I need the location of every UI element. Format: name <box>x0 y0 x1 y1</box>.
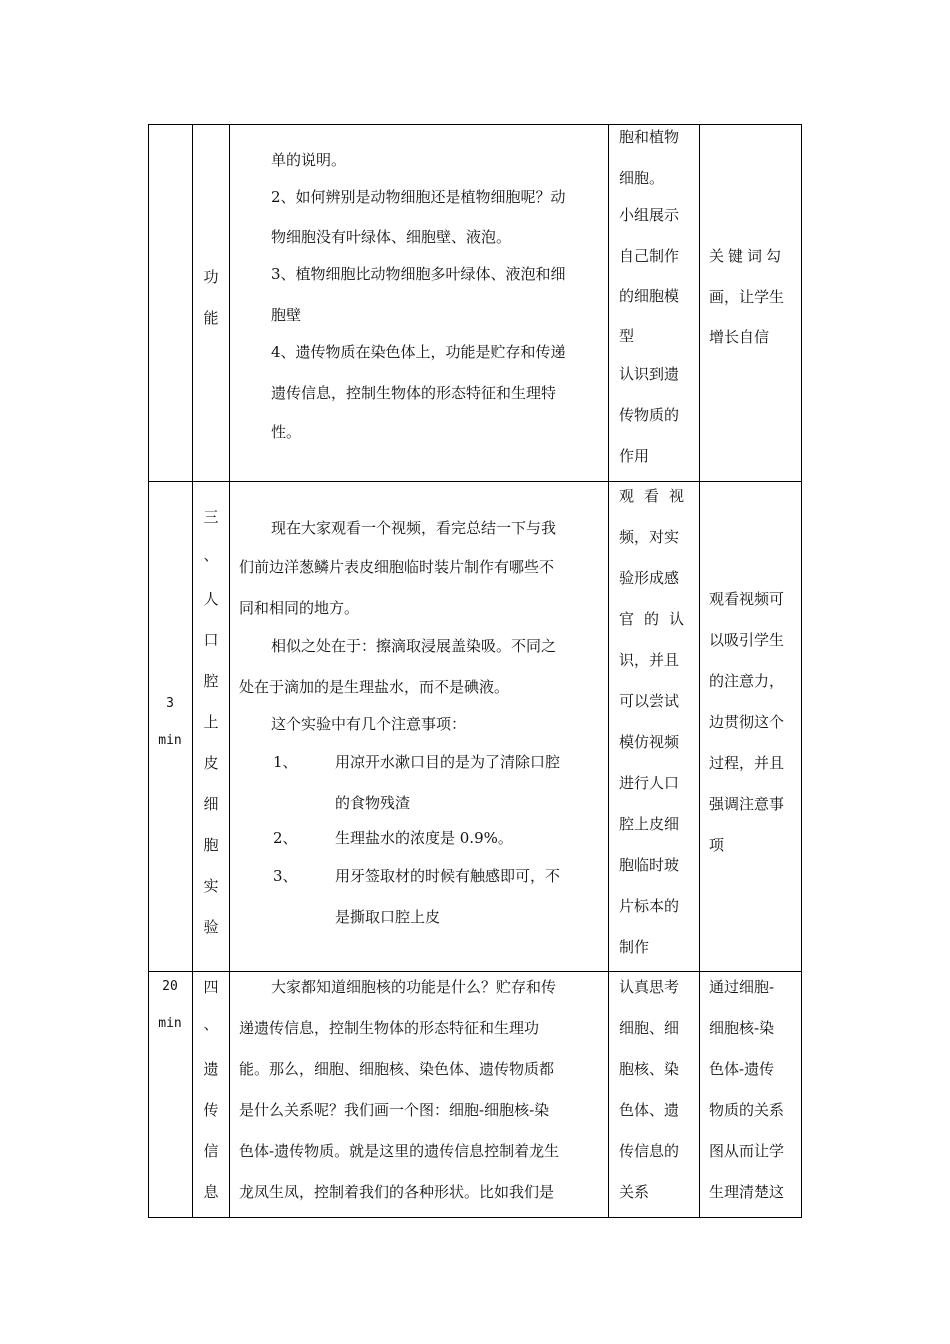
content-line: 3、植物细胞比动物细胞多叶绿体、液泡和细 <box>271 265 566 283</box>
section-title-char: 信 <box>203 1142 219 1160</box>
section-title-char: 功 <box>203 268 219 286</box>
note-text: 生理盐水的浓度是 0.9%。 <box>335 829 513 847</box>
student-activity-line: 小组展示 <box>619 206 680 224</box>
design-intent-line: 通过细胞- <box>709 978 775 996</box>
row-divider <box>148 971 802 972</box>
content-line: 性。 <box>271 423 302 441</box>
column-divider <box>192 124 193 1218</box>
column-divider <box>608 124 609 1218</box>
design-intent-line: 物质的关系 <box>709 1101 785 1119</box>
section-title-char: 能 <box>203 309 219 327</box>
student-activity-line: 认真思考 <box>619 978 680 996</box>
section-title-char: 实 <box>203 877 219 895</box>
student-activity-line: 模仿视频 <box>619 733 680 751</box>
student-activity-line: 识，并且 <box>619 651 680 669</box>
student-activity-line: 片标本的 <box>619 897 680 915</box>
content-line: 色体-遗传物质。就是这里的遗传信息控制着龙生 <box>239 1142 560 1160</box>
note-number: 3、 <box>273 867 298 885</box>
student-activity-line: 传信息的 <box>619 1142 680 1160</box>
content-line: 这个实验中有几个注意事项： <box>271 715 467 733</box>
section-title-char: 、 <box>203 546 219 564</box>
design-intent-line: 的注意力， <box>709 672 785 690</box>
design-intent-line: 过程，并且 <box>709 754 785 772</box>
design-intent-line: 强调注意事 <box>709 795 785 813</box>
design-intent-line: 色体-遗传 <box>709 1060 775 1078</box>
section-title-char: 胞 <box>203 836 219 854</box>
section-title-char: 验 <box>203 918 219 936</box>
section-title-char: 皮 <box>203 754 219 772</box>
content-line: 们前边洋葱鳞片表皮细胞临时装片制作有哪些不 <box>239 558 555 576</box>
section-title-char: 四 <box>203 978 219 996</box>
design-intent-line: 画，让学生 <box>709 288 785 306</box>
student-activity-line: 作用 <box>619 447 650 465</box>
design-intent-line: 项 <box>709 836 725 854</box>
column-divider <box>229 124 230 1218</box>
design-intent-line: 观看视频可 <box>709 590 785 608</box>
student-activity-line: 可以尝试 <box>619 692 680 710</box>
lesson-plan-table <box>148 124 802 1218</box>
column-divider <box>699 124 700 1218</box>
student-activity-line: 细胞。 <box>619 169 665 187</box>
content-line: 处在于滴加的是生理盐水，而不是碘液。 <box>239 678 510 696</box>
student-activity-line: 胞和植物 <box>619 128 680 146</box>
section-title-char: 上 <box>203 713 219 731</box>
student-activity-line: 型 <box>619 327 635 345</box>
table-border-bottom <box>148 1217 802 1218</box>
content-line: 遗传信息，控制生物体的形态特征和生理特 <box>271 384 557 402</box>
design-intent-line: 生理清楚这 <box>709 1183 785 1201</box>
time-unit: min <box>158 733 182 748</box>
content-line: 物细胞没有叶绿体、细胞壁、液泡。 <box>271 228 512 246</box>
section-title-char: 传 <box>203 1101 219 1119</box>
student-activity-line: 传物质的 <box>619 406 680 424</box>
student-activity-line: 色体、遗 <box>619 1101 680 1119</box>
section-title-char: 遗 <box>203 1060 219 1078</box>
content-line: 单的说明。 <box>271 151 347 169</box>
note-number: 1、 <box>273 753 298 771</box>
design-intent-line: 以吸引学生 <box>709 631 785 649</box>
section-title-char: 细 <box>203 795 219 813</box>
design-intent-line: 增长自信 <box>709 328 770 346</box>
content-line: 能。那么，细胞、细胞核、染色体、遗传物质都 <box>239 1060 555 1078</box>
content-line: 递遗传信息，控制生物体的形态特征和生理功 <box>239 1019 540 1037</box>
note-text: 的食物残渣 <box>335 794 411 812</box>
section-title-char: 息 <box>203 1183 219 1201</box>
student-activity-line: 细胞、细 <box>619 1019 680 1037</box>
student-activity-line: 频，对实 <box>619 528 680 546</box>
section-title-char: 人 <box>203 590 219 608</box>
design-intent-line: 边贯彻这个 <box>709 713 785 731</box>
content-line: 胞壁 <box>271 306 302 324</box>
time-unit: min <box>158 1016 182 1031</box>
time-value: 3 <box>166 696 174 711</box>
content-line: 大家都知道细胞核的功能是什么？贮存和传 <box>271 978 557 996</box>
student-activity-line: 胞临时玻 <box>619 856 680 874</box>
table-border-left <box>148 124 149 1218</box>
note-text: 用凉开水漱口目的是为了清除口腔 <box>335 753 561 771</box>
section-title-char: 腔 <box>203 672 219 690</box>
note-text: 用牙签取材的时候有触感即可，不 <box>335 867 561 885</box>
student-activity-line: 关系 <box>619 1183 650 1201</box>
content-line: 是什么关系呢？我们画一个图：细胞-细胞核-染 <box>239 1101 550 1119</box>
time-value: 20 <box>162 979 178 994</box>
row-divider <box>148 481 802 482</box>
note-text: 是撕取口腔上皮 <box>335 908 441 926</box>
content-line: 现在大家观看一个视频，看完总结一下与我 <box>271 519 557 537</box>
content-line: 同和相同的地方。 <box>239 599 360 617</box>
design-intent-line: 细胞核-染 <box>709 1019 775 1037</box>
content-line: 相似之处在于：擦滴取浸展盖染吸。不同之 <box>271 637 557 655</box>
table-border-top <box>148 124 802 125</box>
table-border-right <box>801 124 802 1218</box>
section-title-char: 口 <box>203 631 219 649</box>
design-intent-line: 图从而让学 <box>709 1142 785 1160</box>
student-activity-line: 官的认 <box>619 610 695 628</box>
note-number: 2、 <box>273 829 298 847</box>
student-activity-line: 验形成感 <box>619 569 680 587</box>
student-activity-line: 认识到遗 <box>619 365 680 383</box>
student-activity-line: 制作 <box>619 938 650 956</box>
content-line: 2、如何辨别是动物细胞还是植物细胞呢？动 <box>271 188 566 206</box>
student-activity-line: 胞核、染 <box>619 1060 680 1078</box>
section-title-char: 、 <box>203 1015 219 1033</box>
student-activity-line: 腔上皮细 <box>619 815 680 833</box>
content-line: 龙凤生凤，控制着我们的各种形状。比如我们是 <box>239 1183 555 1201</box>
design-intent-line: 关键词勾 <box>709 247 786 265</box>
content-line: 4、遗传物质在染色体上，功能是贮存和传递 <box>271 343 566 361</box>
section-title-char: 三 <box>203 508 219 526</box>
student-activity-line: 进行人口 <box>619 774 680 792</box>
student-activity-line: 的细胞模 <box>619 287 680 305</box>
student-activity-line: 观看视 <box>619 487 695 505</box>
student-activity-line: 自己制作 <box>619 247 680 265</box>
